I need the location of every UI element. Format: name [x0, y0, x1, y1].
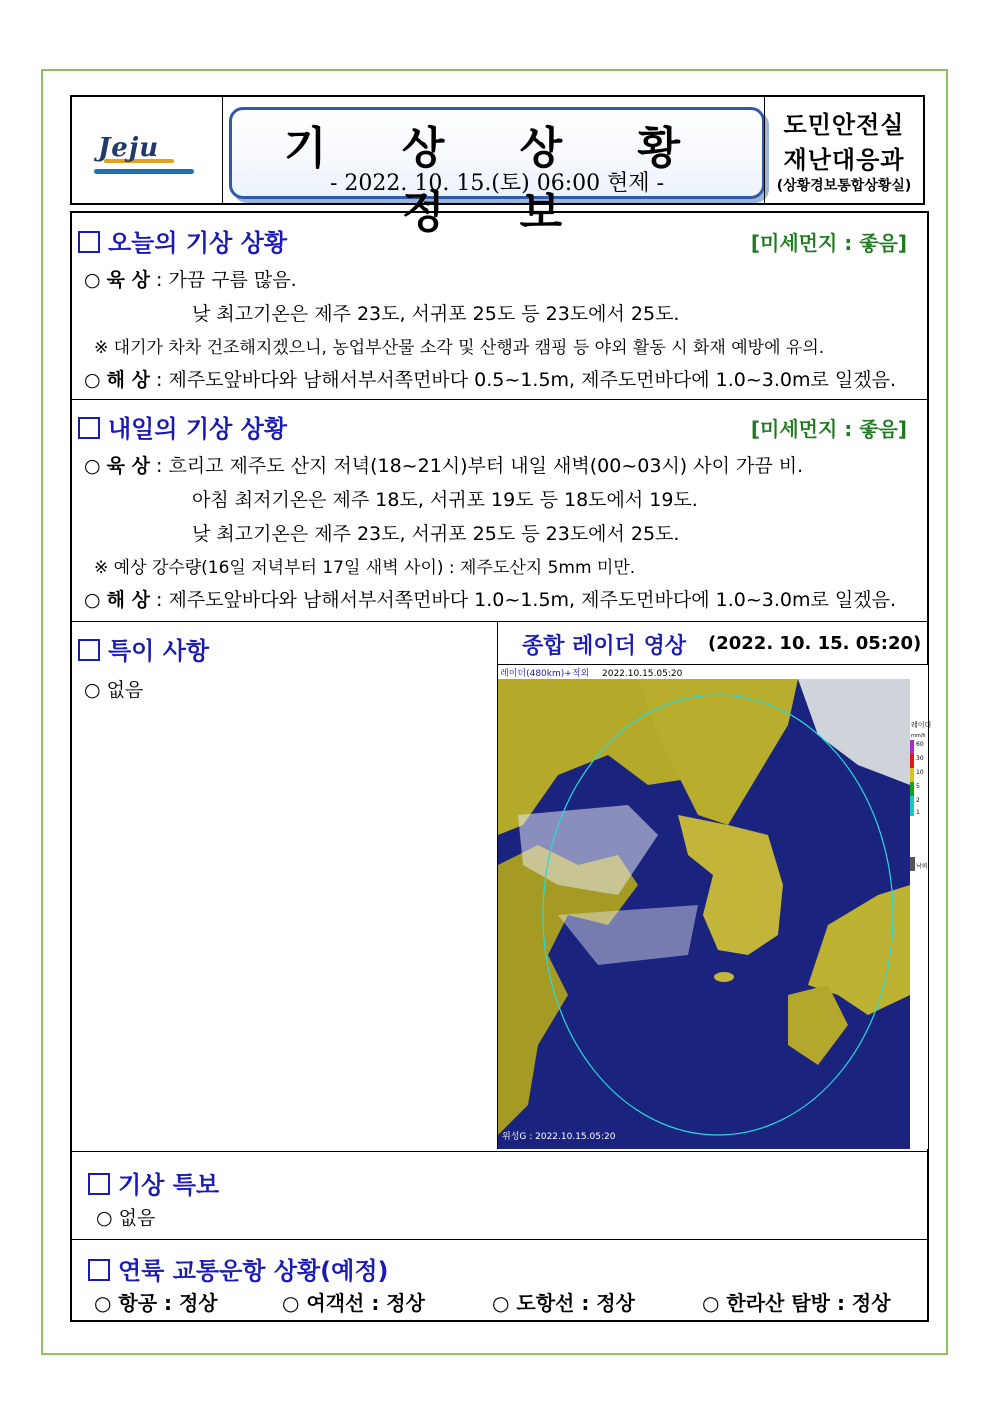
today-land-line2: 낮 최고기온은 제주 23도, 서귀포 25도 등 23도에서 25도.: [192, 303, 680, 325]
radar-title: 종합 레이더 영상: [522, 634, 687, 659]
tomorrow-section: [72, 399, 927, 622]
title-box: [229, 107, 765, 238]
traffic-section: [72, 1239, 927, 1320]
today-dust: [미세먼지 : 좋음]: [750, 231, 907, 255]
radar-header: [497, 621, 927, 665]
today-note: ※ 대기가 차차 건조해지겠으니, 농업부산물 소각 및 산행과 캠핑 등 야외 활동 시 화재 예방에 유의.: [94, 338, 825, 358]
tomorrow-note: ※ 예상 강수량(16일 저녁부터 17일 새벽 사이) : 제주도산지 5mm 미만.: [94, 558, 636, 578]
radar-top-time: 2022.10.15.05:20: [602, 669, 683, 679]
jeju-island: [714, 972, 734, 982]
warning-title: 기상 특보: [88, 1165, 219, 1200]
legend-title: 레이더: [911, 721, 932, 729]
today-land-row: ○ 육 상 : 가끔 구름 많음.: [84, 269, 297, 291]
traffic-title: 연륙 교통운항 상황(예정): [88, 1251, 389, 1286]
special-title: 특이 사항: [78, 631, 209, 666]
legend-unit: mm/h: [911, 733, 926, 739]
jeju-logo: [72, 97, 223, 203]
special-item: ○ 없음: [84, 679, 144, 701]
tomorrow-sea-row: ○ 해 상 : 제주도앞바다와 남해서부서쪽먼바다 1.0~1.5m, 제주도먼바다에 1.0~3.0m로 일겠음.: [84, 589, 896, 611]
legend-value-5: 1: [916, 809, 920, 816]
legend-lightning: 낙뢰: [916, 863, 928, 870]
warning-section: [72, 1151, 927, 1240]
legend-swatch-yellow: [910, 768, 914, 782]
logo-text: Jeju: [98, 133, 160, 163]
dept-line3: (상황경보통합상황실): [776, 178, 912, 194]
today-title: 오늘의 기상 상황: [78, 223, 287, 258]
legend-swatch-cyan: [910, 796, 914, 816]
legend-value-4: 2: [916, 797, 920, 804]
tomorrow-land-line2: 아침 최저기온은 제주 18도, 서귀포 19도 등 18도에서 19도.: [192, 489, 698, 511]
logo-swoosh-blue: [94, 169, 194, 174]
checkbox-icon: [88, 1259, 110, 1281]
tomorrow-dust: [미세먼지 : 좋음]: [750, 417, 907, 441]
warning-item: ○ 없음: [96, 1207, 156, 1229]
radar-image: [497, 665, 932, 1149]
tomorrow-land-line3: 낮 최고기온은 제주 23도, 서귀포 25도 등 23도에서 25도.: [192, 523, 680, 545]
tomorrow-land-row: ○ 육 상 : 흐리고 제주도 산지 저녁(18~21시)부터 내일 새벽(00~03시) 사이 가끔 비.: [84, 455, 804, 477]
legend-value-1: 30: [916, 755, 924, 762]
legend-swatch-purple: [910, 740, 914, 754]
tomorrow-title: 내일의 기상 상황: [78, 409, 287, 444]
radar-top-label: 레이더(480km)+적외: [500, 669, 590, 679]
today-sea-row: ○ 해 상 : 제주도앞바다와 남해서부서쪽먼바다 0.5~1.5m, 제주도먼바다에 1.0~3.0m로 일겠음.: [84, 369, 896, 391]
checkbox-icon: [88, 1173, 110, 1195]
checkbox-icon: [78, 639, 100, 661]
checkbox-icon: [78, 231, 100, 253]
today-section: [72, 213, 927, 400]
legend-value-0: 60: [916, 741, 924, 748]
department-box: [764, 97, 923, 203]
dept-line1: 도민안전실: [783, 111, 905, 139]
radar-time: (2022. 10. 15. 05:20): [708, 633, 922, 654]
report-datetime: - 2022. 10. 15.(토) 06:00 현제 -: [329, 171, 665, 196]
checkbox-icon: [78, 417, 100, 439]
legend-swatch-lightning: [910, 857, 915, 871]
traffic-island-ferry: ○ 도항선 : 정상: [492, 1291, 635, 1315]
dept-line2: 재난대응과: [783, 146, 905, 174]
radar-bottom-label: 위성G : 2022.10.15.05:20: [502, 1132, 616, 1142]
legend-swatch-red: [910, 754, 914, 768]
report-header: [70, 95, 925, 238]
radar-map: [498, 665, 932, 1149]
special-radar-section: [72, 621, 932, 1152]
traffic-hallasan: ○ 한라산 탐방 : 정상: [702, 1291, 891, 1315]
traffic-ferry: ○ 여객선 : 정상: [282, 1291, 425, 1315]
legend-swatch-green: [910, 782, 914, 796]
traffic-air: ○ 항공 : 정상: [94, 1291, 218, 1315]
legend-value-2: 10: [916, 769, 924, 776]
page-title: 기 상 상 황 정 보: [284, 123, 710, 238]
legend-value-3: 5: [916, 783, 920, 790]
report-body: [70, 211, 932, 1322]
